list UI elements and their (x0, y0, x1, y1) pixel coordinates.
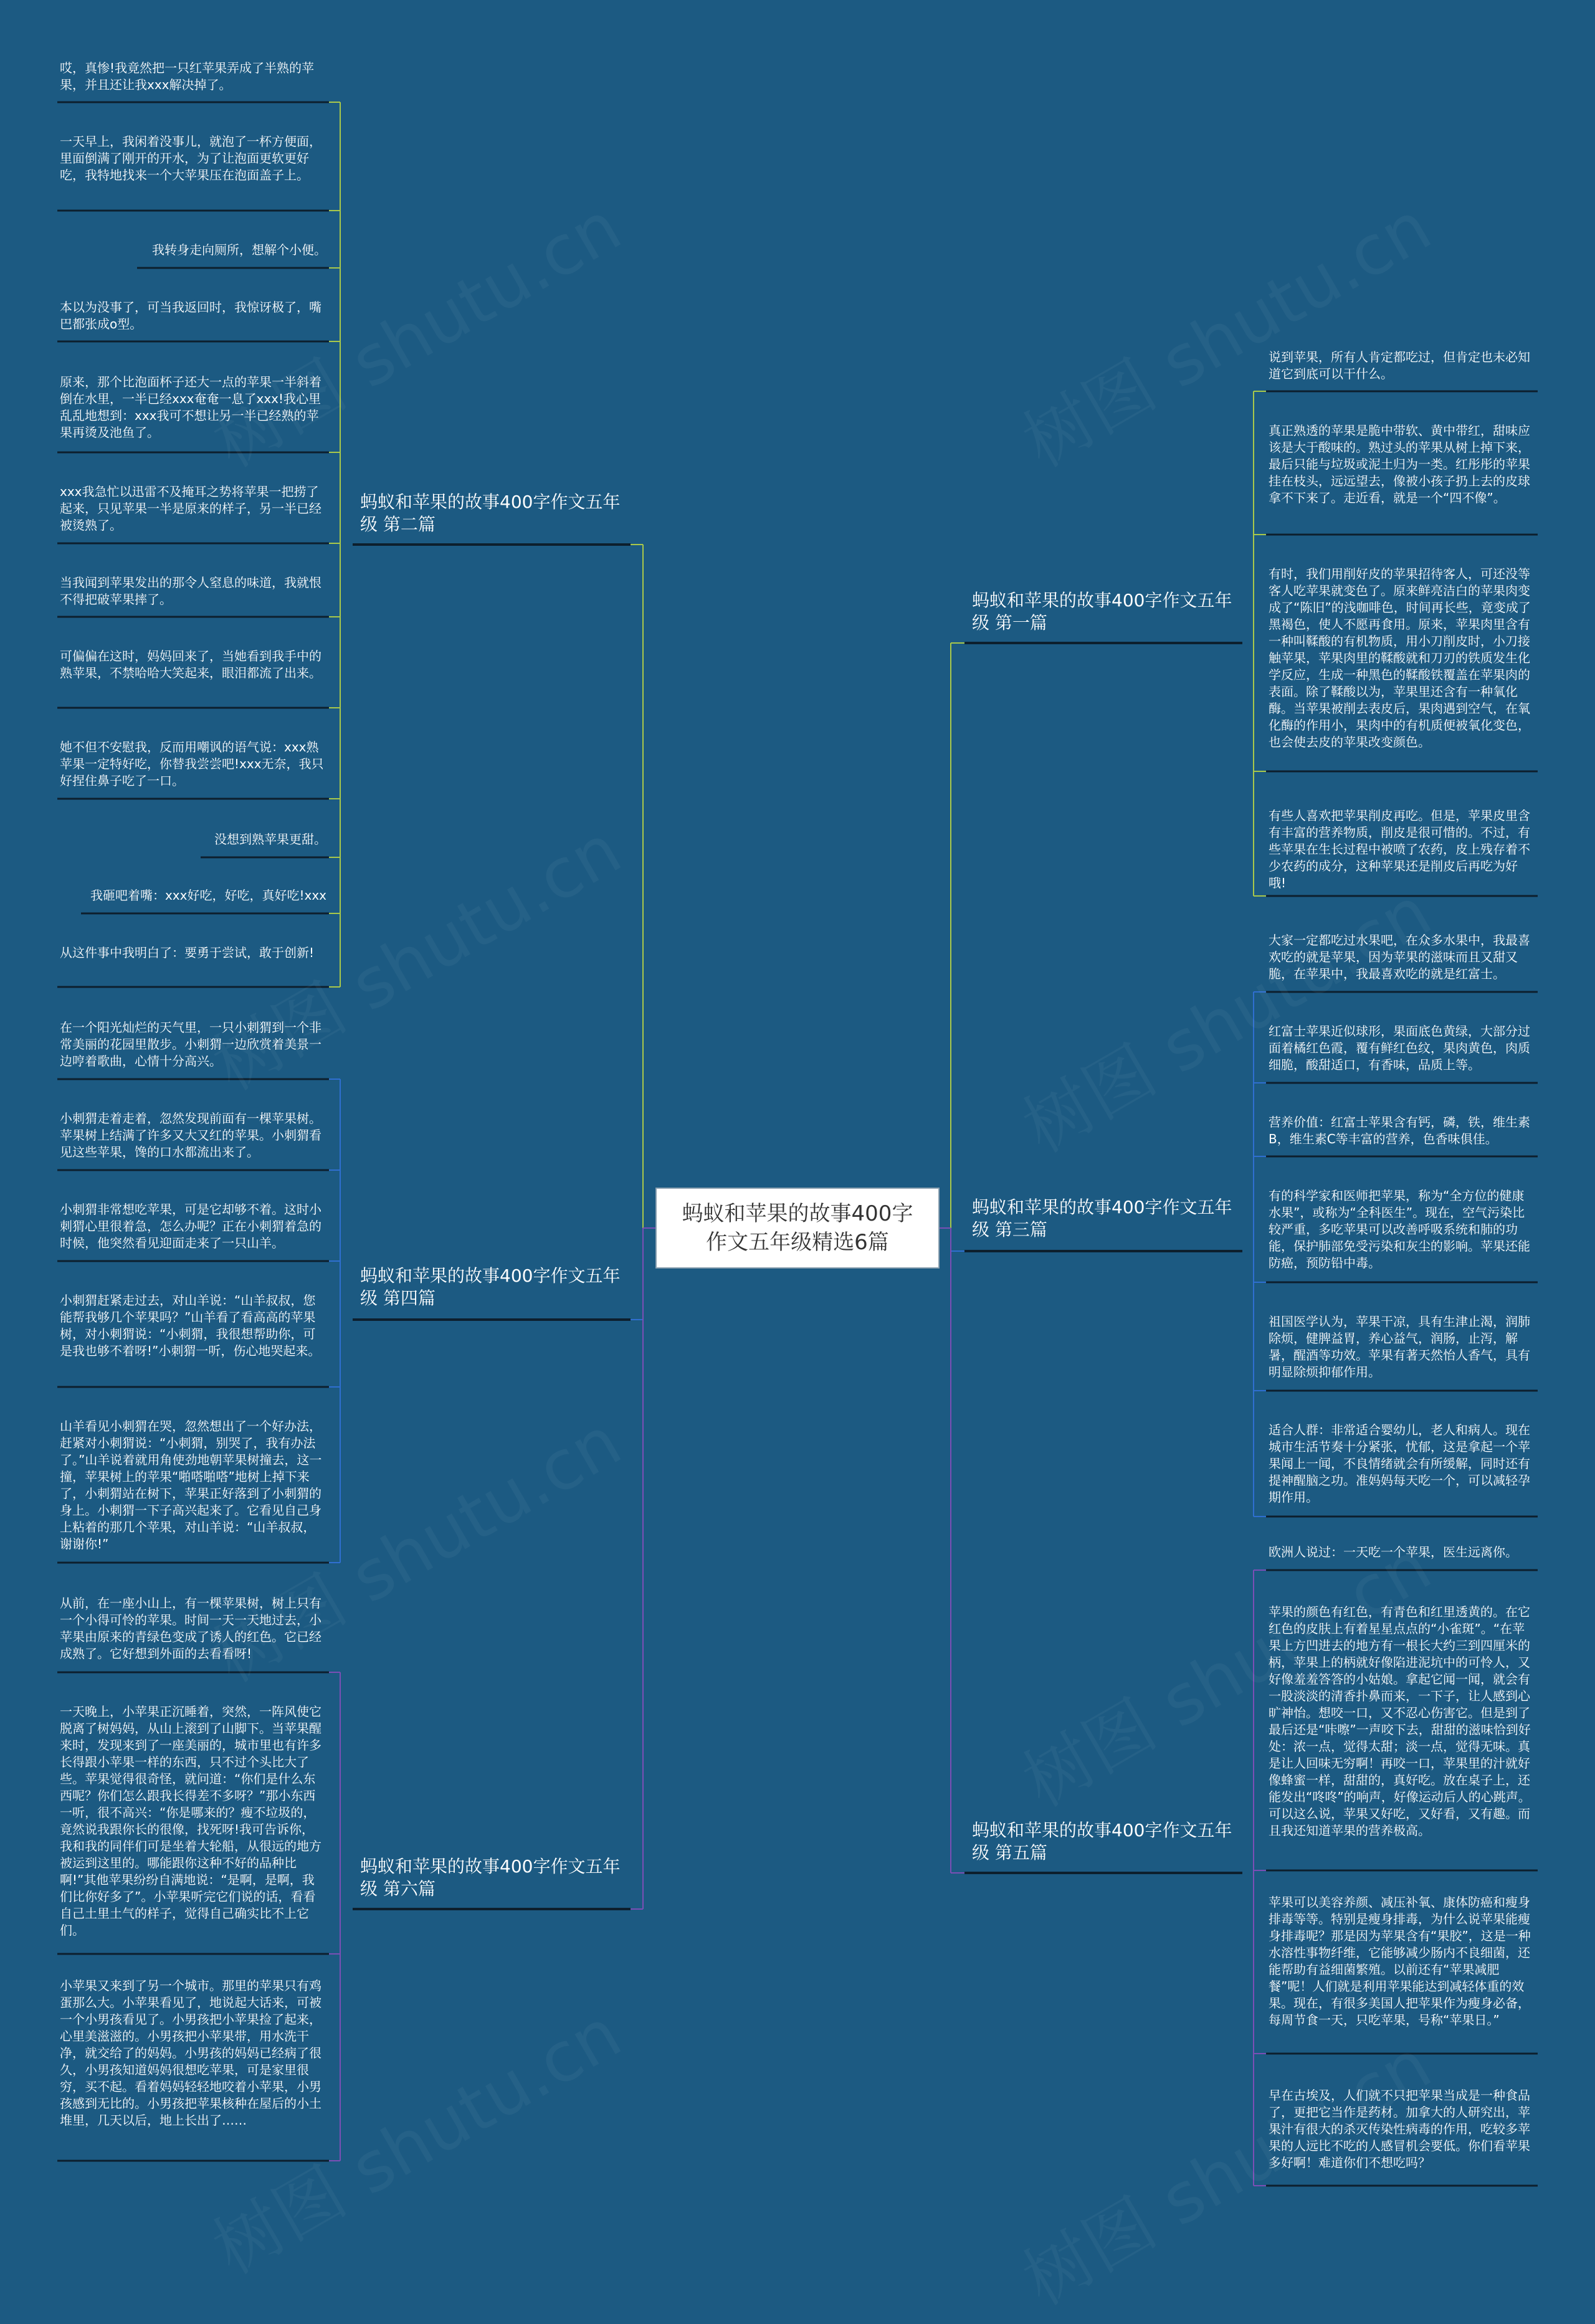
leaf-note[interactable]: 营养价值：红富士苹果含有钙，磷，铁，维生素B，维生素C等丰富的营养，色香味俱佳。 (1269, 1115, 1530, 1146)
leaf-note[interactable]: 苹果的颜色有红色，有青色和红里透黄的。在它红色的皮肤上有着星星点点的“小雀斑”。“在苹果上方凹进去的地方有一根长大约三到四厘米的柄，苹果上的柄就好像陷进泥坑中的可怜人，又好像羞羞答答的小姑娘。拿起它闻一闻，就会有一股淡淡的清香扑鼻而来，一下子，让人感到心旷神怡。想咬一口，又不忍心伤害它。但是到了最后还是“咔嚓”一声咬下去，甜甜的滋味恰到好处：浓一点，觉得太甜；淡一点，觉得无味。真是让人回味无穷啊！再咬一口，苹果里的汁就好像蜂蜜一样，甜甜的，真好吃。放在桌子上，还能发出“咚咚”的响声，好像运动后人的心跳声。可以这么说，苹果又好吃，又好看，又有趣。而且我还知道苹果的营养极高。 (1269, 1604, 1531, 1838)
leaf-note[interactable]: 有的科学家和医师把苹果，称为“全方位的健康水果”，或称为“全科医生”。现在，空气污染比较严重，多吃苹果可以改善呼吸系统和肺的功能，保护肺部免受污染和灰尘的影响。苹果还能防癌，预防铅中毒。 (1269, 1188, 1530, 1270)
leaf-note[interactable]: 真正熟透的苹果是脆中带软、黄中带红，甜味应该是大于酸味的。熟过头的苹果从树上掉下来，最后只能与垃圾或泥土归为一类。红彤彤的苹果挂在枝头，远远望去，像被小孩子扔上去的皮球拿不下来了。走近看，就是一个“四不像”。 (1269, 423, 1530, 505)
branch-label[interactable]: 蚂蚁和苹果的故事400字作文五年级 第一篇 (972, 590, 1232, 633)
leaf-note[interactable]: 原来，那个比泡面杯子还大一点的苹果一半斜着倒在水里，一半已经xxx奄奄一息了xxx!我心里乱乱地想到：xxx我可不想让另一半已经熟的苹果再烫及池鱼了。 (60, 374, 321, 440)
central-topic[interactable] (655, 1188, 940, 1269)
leaf-note[interactable]: 祖国医学认为，苹果干凉，具有生津止渴，润肺除烦，健脾益胃，养心益气，润肠，止泻，解暑，醒酒等功效。苹果有著天然怡人香气，具有明显除烦抑郁作用。 (1269, 1314, 1530, 1379)
leaf-note[interactable]: 从这件事中我明白了：要勇于尝试，敢于创新! (60, 945, 315, 960)
leaf-note[interactable]: 适合人群：非常适合婴幼儿，老人和病人。现在城市生活节奏十分紧张，忧郁，这是拿起一个苹果闻上一闻，不良情绪就会有所缓解，同时还有提神醒脑之功。准妈妈每天吃一个，可以减轻孕期作用。 (1269, 1422, 1530, 1505)
leaf-note[interactable]: 红富士苹果近似球形，果面底色黄绿，大部分过面着橘红色霞，覆有鲜红色纹，果肉黄色，肉质细脆，酸甜适口，有香味，品质上等。 (1269, 1024, 1530, 1072)
leaf-note[interactable]: 她不但不安慰我，反而用嘲讽的语气说：xxx熟苹果一定特好吃，你替我尝尝吧!xxx无奈，我只好捏住鼻子吃了一口。 (60, 740, 324, 788)
leaf-note[interactable]: xxx我急忙以迅雷不及掩耳之势将苹果一把捞了起来，只见苹果一半是原来的样子，另一半已经被烫熟了。 (60, 484, 321, 533)
leaf-note[interactable]: 我转身走向厕所，想解个小便。 (152, 242, 326, 257)
leaf-note[interactable]: 一天早上，我闲着没事儿，就泡了一杯方便面，里面倒满了刚开的开水，为了让泡面更软更好吃，我特地找来一个大苹果压在泡面盖子上。 (60, 134, 321, 183)
leaf-note[interactable]: 小刺猬走着走着，忽然发现前面有一棵苹果树。苹果树上结满了许多又大又红的苹果。小刺猬看见这些苹果，馋的口水都流出来了。 (60, 1111, 321, 1160)
branch-label[interactable]: 蚂蚁和苹果的故事400字作文五年级 第五篇 (972, 1820, 1232, 1863)
leaf-note[interactable]: 一天晚上，小苹果正沉睡着，突然，一阵风使它脱离了树妈妈，从山上滚到了山脚下。当苹果醒来时，发现来到了一座美丽的，城市里也有许多长得跟小苹果一样的东西，只不过个头比大了些。苹果觉得很奇怪，就问道：“你们是什么东西呢？你们怎么跟我长得差不多呀？”那小东西一听，很不高兴：“你是哪来的？瘦不垃圾的，竟然说我跟你长的很像，找死呀!我可告诉你，我和我的同伴们可是坐着大轮船，从很远的地方被运到这里的。哪能跟你这种不好的品种比啊!”其他苹果纷纷自满地说：“是啊，是啊，我们比你好多了”。小苹果听完它们说的话，看看自己土里土气的样子，觉得自己确实比不上它们。 (60, 1704, 321, 1938)
leaf-note[interactable]: 苹果可以美容养颜、减压补氧、康体防癌和瘦身排毒等等。特别是瘦身排毒，为什么说苹果能瘦身排毒呢？那是因为苹果含有“果胶”，这是一种水溶性事物纤维，它能够减少肠内不良细菌，还能帮助有益细菌繁殖。以前还有“苹果减肥餐”呢！人们就是利用苹果能达到减轻体重的效果。现在，有很多美国人把苹果作为瘦身必备，每周节食一天，只吃苹果，号称“苹果日。” (1269, 1895, 1531, 2027)
leaf-note[interactable]: 有些人喜欢把苹果削皮再吃。但是，苹果皮里含有丰富的营养物质，削皮是很可惜的。不过，有些苹果在生长过程中被喷了农药，皮上残存着不少农药的成分，这种苹果还是削皮后再吃为好哦! (1269, 808, 1530, 890)
leaf-note[interactable]: 没想到熟苹果更甜。 (214, 832, 326, 847)
leaf-note[interactable]: 早在古埃及，人们就不只把苹果当成是一种食品了，更把它当作是药材。加拿大的人研究出，苹果汁有很大的杀灭传染性病毒的作用，吃较多苹果的人远比不吃的人感冒机会要低。你们看苹果多好啊！难道你们不想吃吗？ (1269, 2088, 1530, 2170)
leaf-note[interactable]: 可偏偏在这时，妈妈回来了，当她看到我手中的熟苹果，不禁哈哈大笑起来，眼泪都流了出来。 (60, 649, 321, 680)
branch-label[interactable]: 蚂蚁和苹果的故事400字作文五年级 第六篇 (360, 1856, 621, 1899)
leaf-note[interactable]: 小苹果又来到了另一个城市。那里的苹果只有鸡蛋那么大。小苹果看见了，地说起大话来，可被一个小男孩看见了。小男孩把小苹果捡了起来，心里美滋滋的。小男孩把小苹果带，用水洗干净，就交给了的妈妈。小男孩的妈妈已经病了很久，小男孩知道妈妈很想吃苹果，可是家里很穷，买不起。看着妈妈轻轻地咬着小苹果，小男孩感到无比的。小男孩把苹果核种在屋后的小土堆里，几天以后，地上长出了…… (60, 1978, 321, 2128)
leaf-note[interactable]: 本以为没事了，可当我返回时，我惊讶极了，嘴巴都张成o型。 (60, 300, 321, 331)
leaf-note[interactable]: 有时，我们用削好皮的苹果招待客人，可还没等客人吃苹果就变色了。原来鲜亮洁白的苹果肉变成了“陈旧”的浅咖啡色，时间再长些，竟变成了黑褐色，使人不愿再食用。原来，苹果肉里含有一种叫鞣酸的有机物质，用小刀削皮时，小刀接触苹果，苹果肉里的鞣酸就和刀刃的铁质发生化学反应，生成一种黑色的鞣酸铁覆盖在苹果肉的表面。除了鞣酸以为，苹果里还含有一种氧化酶。当苹果被削去表皮后，果肉遇到空气，在氧化酶的作用小，果肉中的有机质便被氧化变色，也会使去皮的苹果改变颜色。 (1269, 566, 1531, 750)
branch-label[interactable]: 蚂蚁和苹果的故事400字作文五年级 第二篇 (360, 492, 621, 535)
leaf-note[interactable]: 哎，真惨!我竟然把一只红苹果弄成了半熟的苹果，并且还让我xxx解决掉了。 (60, 60, 315, 92)
branch-label[interactable]: 蚂蚁和苹果的故事400字作文五年级 第四篇 (360, 1265, 621, 1308)
leaf-note[interactable]: 在一个阳光灿烂的天气里，一只小刺猬到一个非常美丽的花园里散步。小刺猬一边欣赏着美景一边哼着歌曲，心情十分高兴。 (60, 1020, 321, 1069)
leaf-note[interactable]: 大家一定都吃过水果吧，在众多水果中，我最喜欢吃的就是苹果，因为苹果的滋味而且又甜又脆，在苹果中，我最喜欢吃的就是红富士。 (1269, 933, 1530, 981)
leaf-note[interactable]: 从前，在一座小山上，有一棵苹果树，树上只有一个小得可怜的苹果。时间一天一天地过去，小苹果由原来的青绿色变成了诱人的红色。它已经成熟了。它好想到外面的去看看呀! (60, 1596, 321, 1661)
leaf-note[interactable]: 小刺猬非常想吃苹果，可是它却够不着。这时小刺猬心里很着急，怎么办呢？正在小刺猬着急的时候，他突然看见迎面走来了一只山羊。 (60, 1202, 321, 1250)
leaf-note[interactable]: 我砸吧着嘴：xxx好吃，好吃，真好吃!xxx (90, 888, 326, 903)
leaf-note[interactable]: 当我闻到苹果发出的那令人窒息的味道，我就恨不得把破苹果摔了。 (60, 575, 321, 607)
leaf-note[interactable]: 山羊看见小刺猬在哭，忽然想出了一个好办法，赶紧对小刺猬说：“小刺猬，别哭了，我有办法了。”山羊说着就用角使劲地朝苹果树撞去，这一撞，苹果树上的苹果“啪嗒啪嗒”地树上掉下来了，小刺猬站在树下，苹果正好落到了小刺猬的身上。小刺猬一下子高兴起来了。它看见自己身上粘着的那几个苹果，对山羊说：“山羊叔叔，谢谢你!” (60, 1419, 322, 1551)
branch-label[interactable]: 蚂蚁和苹果的故事400字作文五年级 第三篇 (972, 1197, 1232, 1240)
leaf-note[interactable]: 欧洲人说过：一天吃一个苹果，医生远离你。 (1269, 1545, 1518, 1560)
central-topic-label: 蚂蚁和苹果的故事400字作文五年级精选6篇 (682, 1201, 913, 1255)
leaf-note[interactable]: 小刺猬赶紧走过去，对山羊说：“山羊叔叔，您能帮我够几个苹果吗？”山羊看了看高高的苹果树，对小刺猬说：“小刺猬，我很想帮助你，可是我也够不着呀!”小刺猬一听，伤心地哭起来。 (60, 1293, 321, 1358)
leaf-note[interactable]: 说到苹果，所有人肯定都吃过，但肯定也未必知道它到底可以干什么。 (1269, 350, 1530, 381)
